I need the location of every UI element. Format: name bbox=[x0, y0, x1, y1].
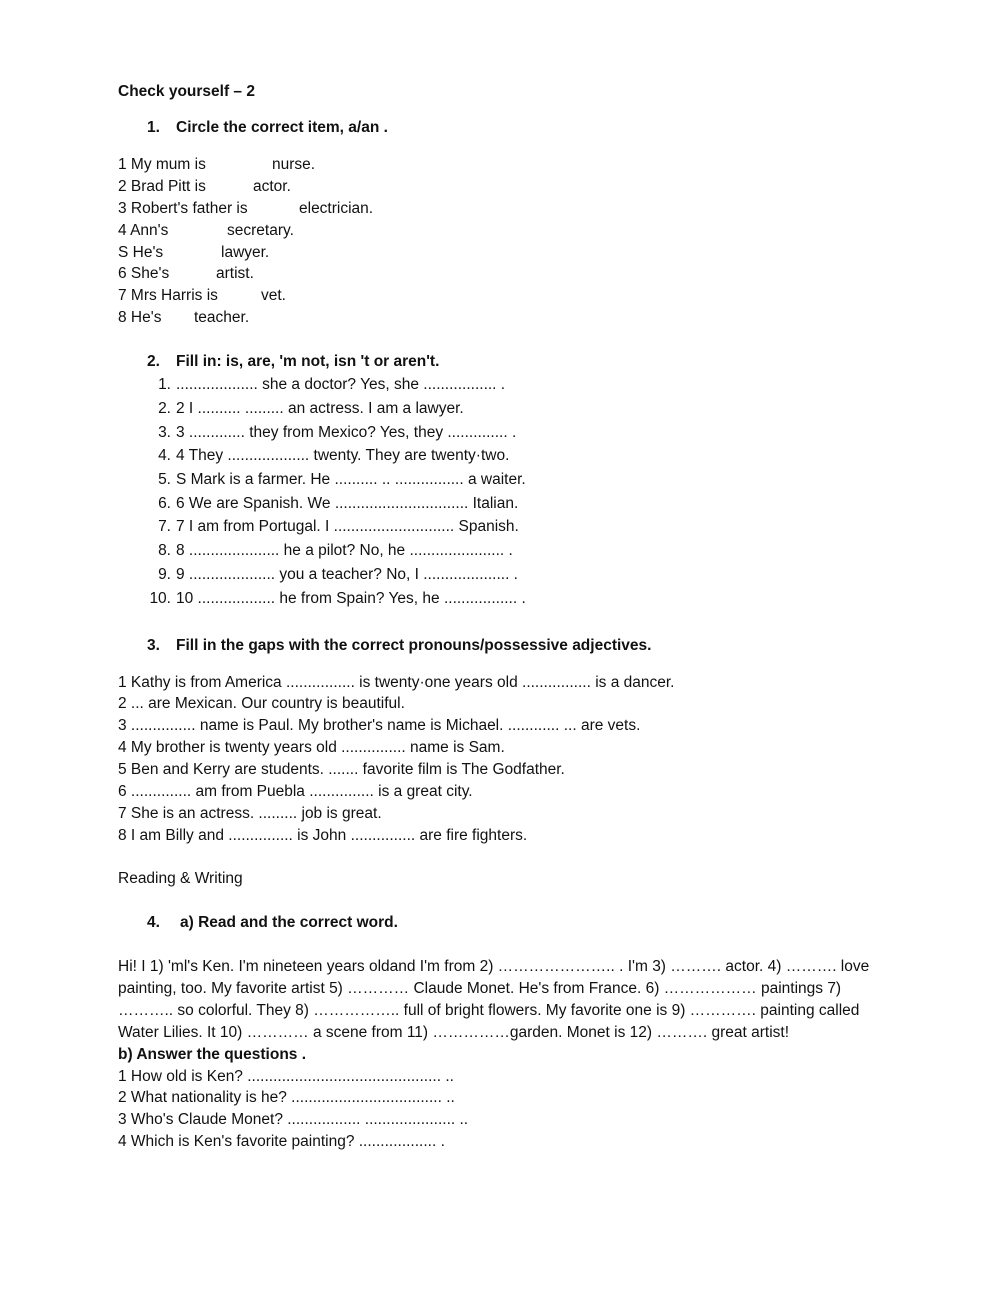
section3-item: 5 Ben and Kerry are students. ....... favorite film is The Godfather. bbox=[118, 761, 565, 778]
section1-item bbox=[118, 286, 518, 306]
question-item: 2 What nationality is he? ................................... .. bbox=[118, 1089, 455, 1106]
section2-item bbox=[0, 589, 700, 609]
item-word: vet. bbox=[261, 287, 286, 304]
section1-item bbox=[118, 199, 518, 219]
reading-paragraph-line: ……….. so colorful. They 8) …………….. full of bright flowers. My favorite one is 9) …………. painting called bbox=[118, 1002, 860, 1019]
item-text: ................... she a doctor? Yes, she ................. . bbox=[176, 376, 506, 393]
item-word: artist. bbox=[216, 265, 254, 282]
section1-item bbox=[118, 264, 518, 284]
question-item: 4 Which is Ken's favorite painting? .................. . bbox=[118, 1133, 445, 1150]
reading-paragraph-line: Hi! I 1) 'ml's Ken. I'm nineteen years oldand I'm from 2) ………………….. . I'm 3) ………. actor. 4) ………. love bbox=[118, 958, 870, 975]
reading-paragraph-line: painting, too. My favorite artist 5) ………… Claude Monet. He's from France. 6) ……………… paintings 7) bbox=[118, 980, 842, 997]
item-number: 9. bbox=[158, 566, 171, 583]
item-prefix: 8 He's bbox=[118, 309, 162, 326]
item-number: 8. bbox=[158, 542, 171, 559]
section2-item bbox=[0, 399, 700, 419]
section3-item: 7 She is an actress. ......... job is great. bbox=[118, 805, 382, 822]
item-text: 3 ............. they from Mexico? Yes, they .............. . bbox=[176, 424, 517, 441]
item-prefix: S He's bbox=[118, 244, 164, 261]
item-text: 4 They ................... twenty. They are twenty·two. bbox=[176, 447, 510, 464]
item-number: 5. bbox=[158, 471, 171, 488]
item-word: actor. bbox=[253, 178, 291, 195]
section4-heading: a) Read and the correct word. bbox=[180, 914, 398, 931]
item-text: 9 .................... you a teacher? No, I .................... . bbox=[176, 566, 518, 583]
item-text: 10 .................. he from Spain? Yes, he ................. . bbox=[176, 590, 526, 607]
section3-item: 8 I am Billy and ............... is John ............... are fire fighters. bbox=[118, 827, 528, 844]
item-text: 2 I .......... ......... an actress. I am a lawyer. bbox=[176, 400, 464, 417]
section1-item bbox=[118, 243, 518, 263]
section3-heading: Fill in the gaps with the correct pronouns/possessive adjectives. bbox=[176, 637, 652, 654]
section2-item bbox=[0, 446, 700, 466]
section2-item bbox=[0, 375, 700, 395]
section2-item bbox=[0, 470, 700, 490]
section2-item bbox=[0, 494, 700, 514]
item-prefix: 1 My mum is bbox=[118, 156, 206, 173]
item-word: teacher. bbox=[194, 309, 250, 326]
item-number: 2. bbox=[158, 400, 171, 417]
section2-item bbox=[0, 541, 700, 561]
section2-item bbox=[0, 517, 700, 537]
item-text: 7 I am from Portugal. I ............................ Spanish. bbox=[176, 518, 519, 535]
item-number: 3. bbox=[158, 424, 171, 441]
item-word: electrician. bbox=[299, 200, 374, 217]
section1-item bbox=[118, 177, 518, 197]
item-prefix: 7 Mrs Harris is bbox=[118, 287, 218, 304]
item-word: secretary. bbox=[227, 222, 294, 239]
section1-item bbox=[118, 308, 518, 328]
item-text: 6 We are Spanish. We ............................... Italian. bbox=[176, 495, 519, 512]
item-prefix: 6 She's bbox=[118, 265, 170, 282]
item-prefix: 2 Brad Pitt is bbox=[118, 178, 206, 195]
section1-item bbox=[118, 221, 518, 241]
question-item: 1 How old is Ken? ............................................. .. bbox=[118, 1068, 454, 1085]
section1-number: 1. bbox=[147, 119, 160, 136]
item-word: nurse. bbox=[272, 156, 316, 173]
item-word: lawyer. bbox=[221, 244, 270, 261]
section3-item: 4 My brother is twenty years old ............... name is Sam. bbox=[118, 739, 505, 756]
item-prefix: 3 Robert's father is bbox=[118, 200, 248, 217]
item-text: 8 ..................... he a pilot? No, he ...................... . bbox=[176, 542, 513, 559]
item-text: S Mark is a farmer. He .......... .. ................ a waiter. bbox=[176, 471, 526, 488]
section3-item: 2 ... are Mexican. Our country is beautiful. bbox=[118, 695, 405, 712]
section3-item: 1 Kathy is from America ................ is twenty·one years old ................ is a dancer. bbox=[118, 674, 675, 691]
item-number: 10. bbox=[149, 590, 171, 607]
item-prefix: 4 Ann's bbox=[118, 222, 169, 239]
section4-number: 4. bbox=[147, 914, 160, 931]
section2-number: 2. bbox=[147, 353, 160, 370]
section2-heading: Fill in: is, are, 'm not, isn 't or aren't. bbox=[176, 353, 440, 370]
section3-number: 3. bbox=[147, 637, 160, 654]
section2-item bbox=[0, 423, 700, 443]
question-item: 3 Who's Claude Monet? ................. ..................... .. bbox=[118, 1111, 469, 1128]
section3-item: 6 .............. am from Puebla ............... is a great city. bbox=[118, 783, 473, 800]
section3-item: 3 ............... name is Paul. My brother's name is Michael. ............ ... are vets. bbox=[118, 717, 641, 734]
section4-subheading: b) Answer the questions . bbox=[118, 1046, 307, 1063]
section1-item bbox=[118, 155, 518, 175]
item-number: 4. bbox=[158, 447, 171, 464]
reading-writing-heading: Reading & Writing bbox=[118, 870, 243, 887]
reading-paragraph-line: Water Lilies. It 10) ………… a scene from 11) ……………garden. Monet is 12) ………. great artist! bbox=[118, 1024, 790, 1041]
item-number: 6. bbox=[158, 495, 171, 512]
page-title: Check yourself – 2 bbox=[118, 83, 255, 100]
section1-heading: Circle the correct item, a/an . bbox=[176, 119, 388, 136]
section2-item bbox=[0, 565, 700, 585]
item-number: 1. bbox=[158, 376, 171, 393]
item-number: 7. bbox=[158, 518, 171, 535]
